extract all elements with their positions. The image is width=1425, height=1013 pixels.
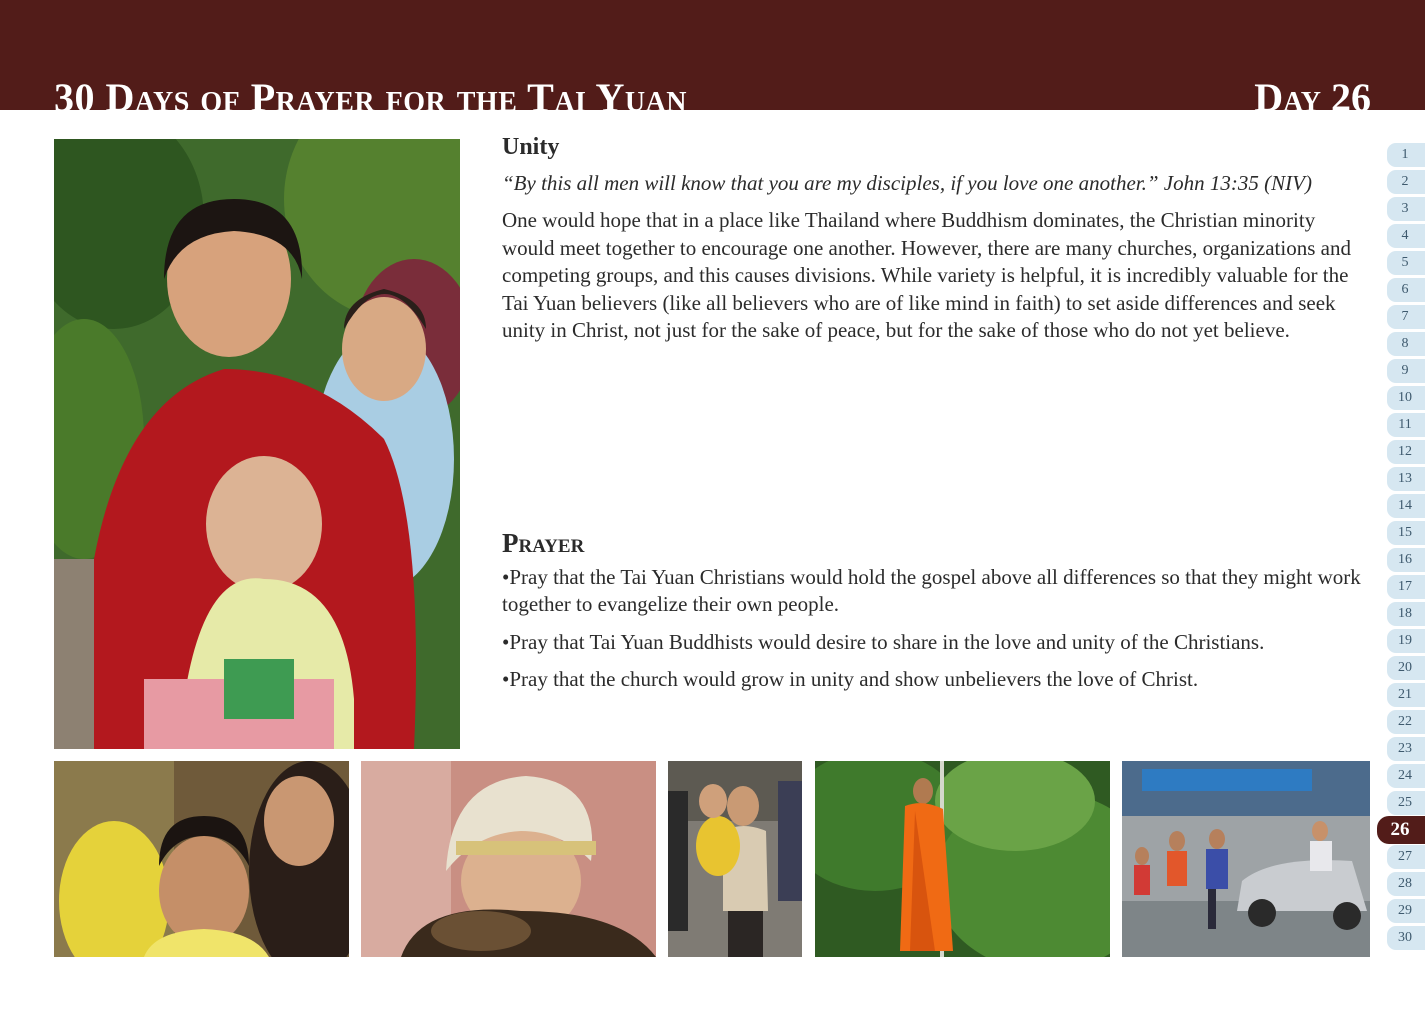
day-tab-17[interactable]: 17 xyxy=(1387,575,1425,599)
day-label: Day 26 xyxy=(1254,75,1371,110)
day-tab-1[interactable]: 1 xyxy=(1387,143,1425,167)
day-tab-15[interactable]: 15 xyxy=(1387,521,1425,545)
day-navigation xyxy=(1387,143,1425,953)
day-tab-5[interactable]: 5 xyxy=(1387,251,1425,275)
day-tab-6[interactable]: 6 xyxy=(1387,278,1425,302)
photo-water-festival xyxy=(1122,761,1370,957)
day-tab-13[interactable]: 13 xyxy=(1387,467,1425,491)
day-tab-23[interactable]: 23 xyxy=(1387,737,1425,761)
unity-section xyxy=(502,134,1370,345)
day-tab-29[interactable]: 29 xyxy=(1387,899,1425,923)
day-tab-26-active[interactable]: 26 xyxy=(1377,816,1425,844)
unity-body-text: One would hope that in a place like Thailand where Buddhism dominates, the Christian minority would meet together to encourage one another. However, there are many churches, organizations and competing groups, and this causes divisions. While variety is helpful, it is incredibly valuable for the Tai Yuan believers (like all believers who are of like mind in faith) to set aside differences and seek unity in Christ, not just for the sake of peace, but for the sake of those who do not yet believe. xyxy=(502,208,1351,342)
day-tab-25[interactable]: 25 xyxy=(1387,791,1425,815)
day-tab-28[interactable]: 28 xyxy=(1387,872,1425,896)
day-tab-7[interactable]: 7 xyxy=(1387,305,1425,329)
page-header xyxy=(0,0,1425,110)
day-tab-27[interactable]: 27 xyxy=(1387,845,1425,869)
scripture-quote: “By this all men will know that you are my disciples, if you love one another.” John 13:35 (NIV) xyxy=(502,170,1312,195)
day-tab-24[interactable]: 24 xyxy=(1387,764,1425,788)
photo-monk xyxy=(815,761,1110,957)
day-tab-12[interactable]: 12 xyxy=(1387,440,1425,464)
day-tab-18[interactable]: 18 xyxy=(1387,602,1425,626)
day-tab-2[interactable]: 2 xyxy=(1387,170,1425,194)
day-tab-11[interactable]: 11 xyxy=(1387,413,1425,437)
day-tab-10[interactable]: 10 xyxy=(1387,386,1425,410)
day-tab-16[interactable]: 16 xyxy=(1387,548,1425,572)
prayer-section xyxy=(502,530,1370,704)
photo-girl-carrying-child xyxy=(668,761,802,957)
day-tab-20[interactable]: 20 xyxy=(1387,656,1425,680)
unity-heading: Unity xyxy=(502,134,560,160)
day-tab-3[interactable]: 3 xyxy=(1387,197,1425,221)
prayer-item: •Pray that the church would grow in unity and show unbelievers the love of Christ. xyxy=(502,667,1199,691)
prayer-item: •Pray that Tai Yuan Buddhists would desire to share in the love and unity of the Christians. xyxy=(502,629,1265,654)
day-tab-30[interactable]: 30 xyxy=(1387,926,1425,950)
prayer-item: •Pray that the Tai Yuan Christians would hold the gospel above all differences so that they might work together to evangelize their own people. xyxy=(502,564,1361,616)
day-tab-14[interactable]: 14 xyxy=(1387,494,1425,518)
booklet-title: 30 Days of Prayer for the Tai Yuan xyxy=(54,75,688,110)
prayer-heading: Prayer xyxy=(502,528,585,558)
day-tab-21[interactable]: 21 xyxy=(1387,683,1425,707)
photo-baby-in-hat xyxy=(361,761,656,957)
day-tab-22[interactable]: 22 xyxy=(1387,710,1425,734)
day-tab-8[interactable]: 8 xyxy=(1387,332,1425,356)
day-tab-4[interactable]: 4 xyxy=(1387,224,1425,248)
main-photo-woman-with-children xyxy=(54,139,460,749)
day-tab-19[interactable]: 19 xyxy=(1387,629,1425,653)
photo-boy xyxy=(54,761,349,957)
day-tab-9[interactable]: 9 xyxy=(1387,359,1425,383)
